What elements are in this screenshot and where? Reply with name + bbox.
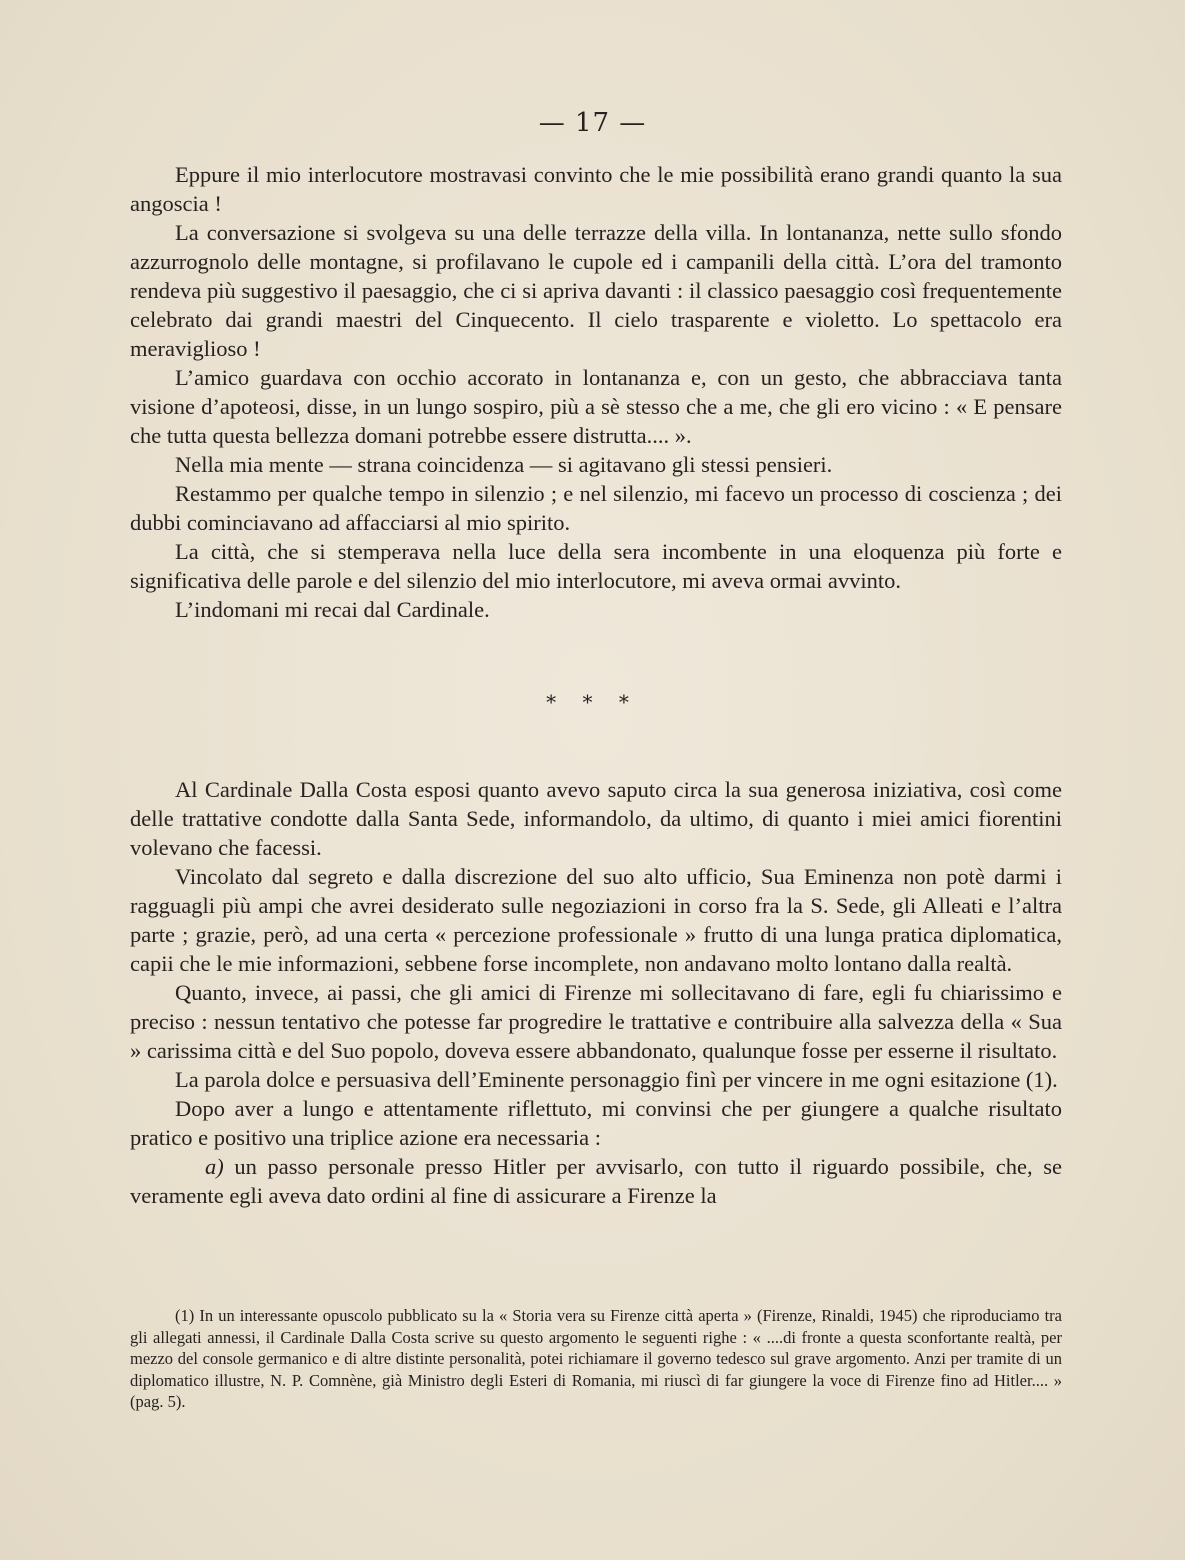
list-marker: a)	[205, 1154, 224, 1179]
list-item-text: un passo personale presso Hitler per avvisarlo, con tutto il riguardo possibile, che, se veramente egli aveva dato ordini al fine di assicurare a Firenze la	[130, 1154, 1062, 1208]
paragraph: L’indomani mi recai dal Cardinale.	[175, 597, 490, 622]
paragraph: Quanto, invece, ai passi, che gli amici di Firenze mi sollecitavano di fare, egli fu chiarissimo e preciso : nessun tentativo che potesse far progredire le trattative e contribuire alla salvezza della « Sua » carissima città e del Suo popolo, doveva essere abbandonato, qualunque fosse per esserne il risultato.	[130, 980, 1062, 1063]
paragraph: La conversazione si svolgeva su una delle terrazze della villa. In lontananza, nette sullo sfondo azzurrognolo delle montagne, si profilavano le cupole ed i campanili della città. L’ora del tramonto rendeva più suggestivo il paesaggio, che ci si apriva davanti : il classico paesaggio così frequentemente celebrato dai grandi maestri del Cinquecento. Il cielo trasparente e violetto. Lo spettacolo era meraviglioso !	[130, 220, 1062, 361]
paragraph: Al Cardinale Dalla Costa esposi quanto avevo saputo circa la sua generosa iniziativa, così come delle trattative condotte dalla Santa Sede, informandolo, da ultimo, di quanto i miei amici fiorentini volevano che facessi.	[130, 777, 1062, 860]
section-b-text	[130, 775, 1062, 1210]
footnotes	[130, 1305, 1062, 1413]
paragraph: Vincolato dal segreto e dalla discrezione del suo alto ufficio, Sua Eminenza non potè darmi i ragguagli più ampi che avrei desiderato sulle negoziazioni in corso fra la S. Sede, gli Alleati e l’altra parte ; grazie, però, ad una certa « percezione professionale » frutto di una lunga pratica diplomatica, capii che le mie informazioni, sebbene forse incomplete, non andavano molto lontano dalla realtà.	[130, 864, 1062, 976]
list-item-a	[130, 1152, 1062, 1210]
section-separator: * * *	[546, 690, 639, 714]
paragraph: L’amico guardava con occhio accorato in lontananza e, con un gesto, che abbracciava tanta visione d’apoteosi, disse, in un lungo sospiro, più a sè stesso che a me, che gli ero vicino : « E pensare che tutta questa bellezza domani potrebbe essere distrutta.... ».	[130, 365, 1062, 448]
paragraph: Nella mia mente — strana coincidenza — si agitavano gli stessi pensieri.	[175, 452, 833, 477]
paragraph: La parola dolce e persuasiva dell’Eminente personaggio finì per vincere in me ogni esitazione (1).	[175, 1067, 1058, 1092]
paragraph: Restammo per qualche tempo in silenzio ; e nel silenzio, mi facevo un processo di coscienza ; dei dubbi cominciavano ad affacciarsi al mio spirito.	[130, 481, 1062, 535]
page-number: — 17 —	[538, 108, 647, 138]
footnote-1: (1) In un interessante opuscolo pubblicato su la « Storia vera su Firenze città aperta » (Firenze, Rinaldi, 1945) che riproduciamo tra gli allegati annessi, il Cardinale Dalla Costa scrive su questo argomento le seguenti righe : « ....di fronte a questa sconfortante realtà, per mezzo del console germanico e di altre distinte personalità, potei richiamare il governo tedesco sul grave argomento. Anzi per tramite di un diplomatico illustre, N. P. Comnène, già Ministro degli Esteri di Romania, mi riuscì di far giungere la voce di Firenze fino ad Hitler.... » (pag. 5).	[130, 1306, 1062, 1411]
paragraph: La città, che si stemperava nella luce della sera incombente in una eloquenza più forte e significativa delle parole e del silenzio del mio interlocutore, mi aveva ormai avvinto.	[130, 539, 1062, 593]
paragraph: Eppure il mio interlocutore mostravasi convinto che le mie possibilità erano grandi quanto la sua angoscia !	[130, 162, 1062, 216]
paragraph: Dopo aver a lungo e attentamente riflettuto, mi convinsi che per giungere a qualche risultato pratico e positivo una triplice azione era necessaria :	[130, 1096, 1062, 1150]
section-a-text	[130, 160, 1062, 624]
